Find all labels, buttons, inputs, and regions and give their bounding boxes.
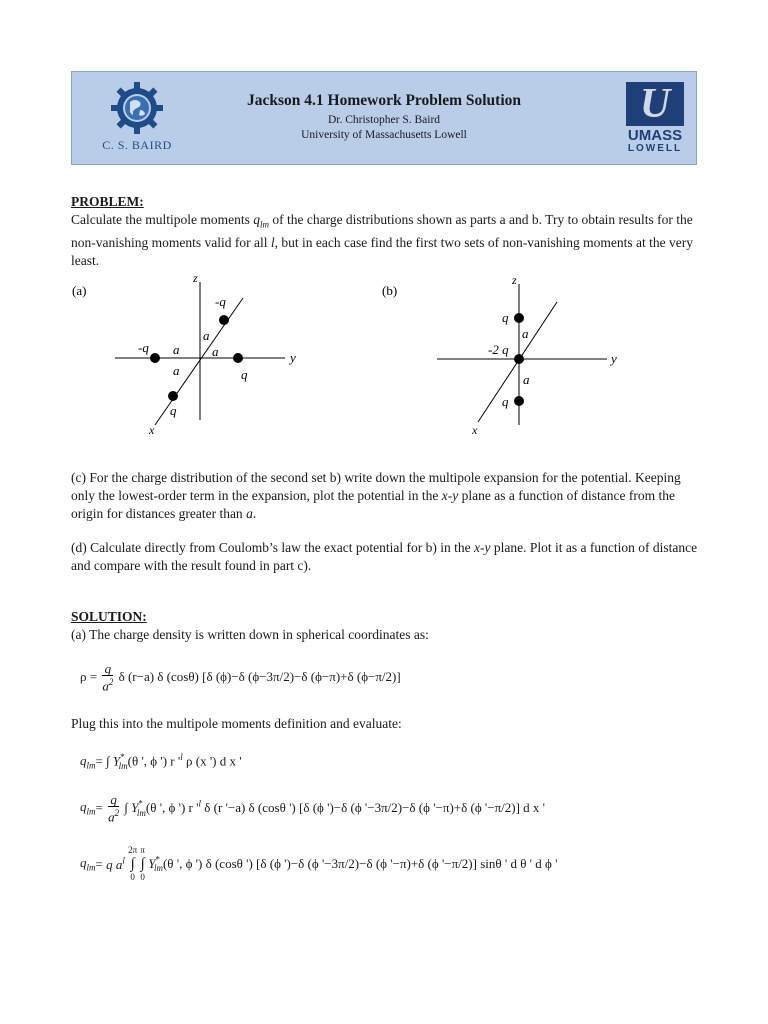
figure-b-q-center: -2 q <box>488 342 509 357</box>
equation-charge-density: ρ = $\frac{q}{a^2}$ δ (r−a) δ (cosθ) [δ (ϕ)−δ (ϕ−3π/2)−δ (ϕ−π)+δ (ϕ−π/2)] <box>80 661 401 694</box>
figure-a-dist-2: a <box>173 342 180 357</box>
solution-section <box>71 608 701 644</box>
figure-a-q-left: -q <box>138 340 149 355</box>
qlm-symbol <box>253 212 269 230</box>
figure-b-q-bottom: q <box>502 394 509 409</box>
part-d-xy: x-y <box>474 540 491 555</box>
l-symbol: l <box>270 234 275 250</box>
solution-line-2: Plug this into the multipole moments definition and evaluate: <box>71 716 402 731</box>
problem-text-b: of the charge distributions shown as parts a and b. Try to obtain results for the non-vanishing moments valid for all <box>71 212 693 250</box>
header-banner <box>71 71 697 165</box>
figure-a-q-top: -q <box>215 294 226 309</box>
problem-text <box>71 211 701 270</box>
eq3-body: (θ ', ϕ ') r ' <box>145 800 199 816</box>
equation-substituted: $q_{lm}=$ $\frac{q}{a^2}$ ∫ $Y^*_{lm}(\theta$ ', ϕ ') r '$^l$ δ (r '−a) δ (cosθ ') [δ (ϕ ')−δ (ϕ '−3π/2)−δ (ϕ '−π)+δ (ϕ '−π/2)] d x ' <box>80 792 546 825</box>
logo-caption: C. S. BAIRD <box>102 138 172 152</box>
figure-a-z-label: z <box>193 271 198 285</box>
figure-a-label: (a) <box>72 283 87 298</box>
figure-a-q-right: q <box>241 367 248 382</box>
figure-a-y-label: y <box>290 350 296 365</box>
gear-globe-icon <box>106 80 168 136</box>
affiliation: University of Massachusetts Lowell <box>301 129 467 141</box>
umass-u-icon: U <box>626 82 684 126</box>
figure-b-dist-2: a <box>523 372 530 387</box>
figure-a-dist-1: a <box>203 328 210 343</box>
figure-a-q-bottom: q <box>170 403 177 418</box>
figure-b <box>372 270 652 440</box>
logo-umass-word: UMASS <box>627 127 683 144</box>
equation-multipole-definition: $q_{lm}=$ ∫ $Y^*_{lm}(\theta$ ', ϕ ') r '$^l$ ρ (x ') d x ' <box>80 752 242 771</box>
problem-section <box>71 193 701 270</box>
charge-right <box>233 353 243 363</box>
figure-a-dist-4: a <box>173 363 180 378</box>
figure-a-dist-3: a <box>212 344 219 359</box>
figure-a-x-axis <box>155 298 243 425</box>
part-d-a: (d) Calculate directly from Coulomb’s law the exact potential for b) in the <box>71 540 475 555</box>
charge-left <box>150 353 160 363</box>
part-c-text <box>71 469 701 523</box>
charge-b-bottom <box>514 396 524 406</box>
umass-lowell-logo <box>626 82 684 157</box>
figure-b-q-top: q <box>502 310 509 325</box>
charge-bottom <box>168 391 178 401</box>
solution-heading: SOLUTION: <box>71 609 147 624</box>
figure-b-y-label: y <box>611 351 617 366</box>
banner-text <box>222 92 546 143</box>
figure-a <box>60 270 320 440</box>
cs-baird-logo <box>92 80 182 153</box>
logo-lowell-word: LOWELL <box>627 143 683 154</box>
qlm-q: q <box>253 212 260 227</box>
charge-top <box>219 315 229 325</box>
part-d-text <box>71 539 701 575</box>
part-c-a: (c) For the charge distribution of the second set b) write down the multipole expansion for the potential. Keeping only the lowest-order term in the expansion, plot the potential in the <box>71 470 681 503</box>
qlm-sub: lm <box>259 219 269 230</box>
part-c-a-symbol: a <box>246 506 253 521</box>
charge-b-center <box>514 354 524 364</box>
figure-a-x-label: x <box>149 423 155 437</box>
figure-b-x-label: x <box>472 423 478 437</box>
eq1-body: δ (r−a) δ (cosθ) [δ (ϕ)−δ (ϕ−3π/2)−δ (ϕ−π)+δ (ϕ−π/2)] <box>118 669 401 685</box>
charge-b-top <box>514 313 524 323</box>
author: Dr. Christopher S. Baird <box>327 114 441 126</box>
part-d-b: plane. Plot it as a function of distance and compare with the result found in part c). <box>71 540 698 573</box>
page-title: Jackson 4.1 Homework Problem Solution <box>247 92 521 109</box>
solution-line-1: (a) The charge density is written down in spherical coordinates as: <box>71 627 429 642</box>
figure-b-dist-1: a <box>522 326 529 341</box>
part-c-b: plane as a function of distance from the origin for distances greater than <box>71 488 675 521</box>
figure-b-z-label: z <box>512 273 517 287</box>
problem-text-c: , but in each case find the first two sets of non-vanishing moments at the very least. <box>71 234 694 268</box>
part-c-xy: x-y <box>441 488 459 503</box>
figure-b-label: (b) <box>382 283 398 298</box>
eq4-body: (θ ', ϕ ') δ (cosθ ') [δ (ϕ ')−δ (ϕ '−3π/2)−δ (ϕ '−π)+δ (ϕ '−π/2)] sinθ ' d θ ' d ϕ ' <box>162 855 558 871</box>
eq2-tail: ρ (x ') d x ' <box>186 753 242 769</box>
eq2-body: (θ ', ϕ ') r ' <box>127 753 181 769</box>
eq3-tail: δ (r '−a) δ (cosθ ') [δ (ϕ ')−δ (ϕ '−3π/2)−δ (ϕ '−π)+δ (ϕ '−π/2)] d x ' <box>204 800 546 816</box>
part-c-c: . <box>252 506 257 521</box>
problem-text-a: Calculate the multipole moments <box>71 212 254 227</box>
problem-heading: PROBLEM: <box>71 194 144 209</box>
equation-evaluated: $q_{lm}= q$ $a^l$ 2π ∫ 0 π ∫ 0 $Y^*_{lm}(\theta$ ', ϕ ') δ (cosθ ') [δ (ϕ ')−δ (ϕ '−3π/2)−δ (ϕ '−π)+δ (ϕ '−π/2)] sinθ ' d θ ' d ϕ ' <box>80 845 558 882</box>
